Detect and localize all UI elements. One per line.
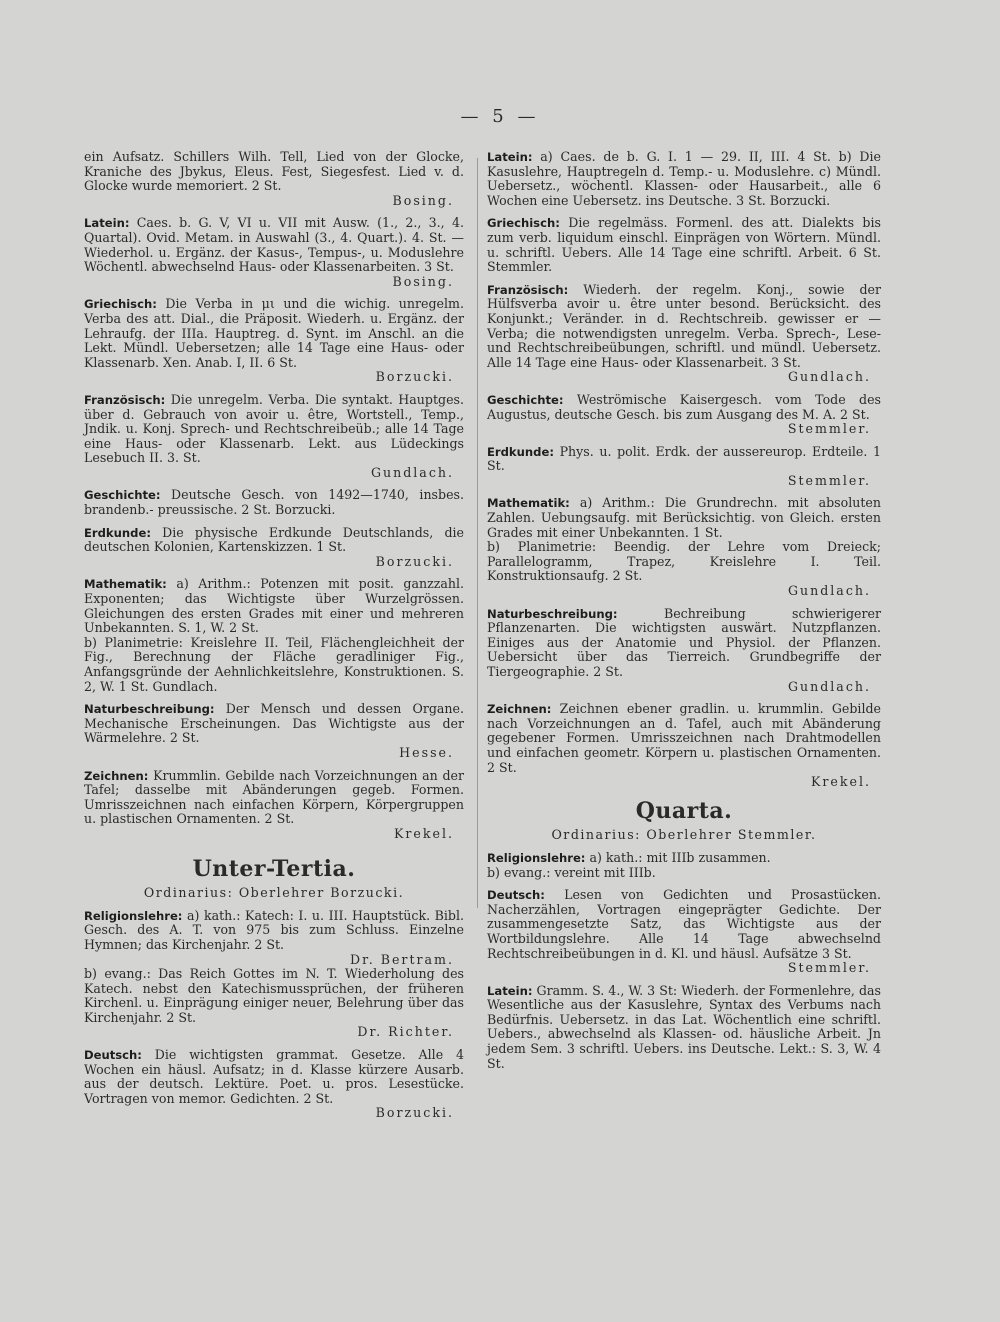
religionslehre-heading: Religionslehre:	[84, 908, 183, 923]
intro-signature: Bosing.	[392, 192, 454, 208]
r-naturbeschreibung-signature: Gundlach.	[787, 678, 871, 694]
r-naturbeschreibung-heading: Naturbeschreibung:	[487, 606, 618, 621]
r-religionslehre-text-b: b) evang.: vereint mit IIIb.	[487, 864, 656, 880]
r-latein2-heading: Latein:	[487, 983, 533, 998]
deutsch-paragraph	[84, 1048, 464, 1121]
column-divider	[477, 158, 478, 908]
zeichnen-heading: Zeichnen:	[84, 768, 149, 783]
quarta-title: Quarta.	[635, 797, 733, 824]
griechisch-text: Die Verba in μι und die wichig. unregelm. Verba des att. Dial., die Präposit. Wiederh. u. Ergänz. der Lehraufg. der IIIa. Hauptreg. d. Synt. im Anschl. an die Lekt. Mündl. Uebersetzen; alle 14 Tage eine Haus- oder Klassenarb. Xen. Anab. I, II. 6 St.	[84, 296, 464, 370]
r-mathematik-signature: Gundlach.	[787, 583, 871, 599]
religionslehre-text-b: b) evang.: Das Reich Gottes im N. T. Wiederholung des Katech. nebst den Katechismussprüchen, der früheren Kirchenl. u. Einprägung einiger neuer, Belehrung über das Kirchenjahr. 2 St.	[84, 966, 464, 1025]
naturbeschreibung-signature: Hesse.	[399, 744, 454, 760]
r-griechisch-text: Die regelmäss. Formenl. des att. Dialekts bis zum verb. liquidum einschl. Einprägen von Wörtern. Mündl. u. schriftl. Uebers. Alle 14 Tage eine schriftl. Arbeit. 6 St. Stemmler.	[487, 215, 881, 275]
zeichnen-paragraph	[84, 769, 464, 842]
r-deutsch-signature: Stemmler.	[787, 960, 871, 976]
r-religionslehre-paragraph	[487, 851, 881, 880]
geschichte-heading: Geschichte:	[84, 488, 161, 503]
zeichnen-signature: Krekel.	[394, 825, 454, 841]
r-deutsch-heading: Deutsch:	[487, 888, 545, 903]
r-erdkunde-heading: Erdkunde:	[487, 444, 554, 459]
r-mathematik-paragraph	[487, 496, 881, 598]
r-griechisch-heading: Griechisch:	[487, 216, 560, 231]
religionslehre-signature-a: Dr. Bertram.	[349, 951, 454, 967]
r-zeichnen-signature: Krekel.	[811, 774, 871, 790]
r-naturbeschreibung-paragraph	[487, 607, 881, 695]
r-latein-heading: Latein:	[487, 150, 533, 164]
r-latein-text: a) Caes. de b. G. I. 1 — 29. II, III. 4 St. b) Die Kasuslehre, Hauptregeln d. Temp.- u. Moduslehre. c) Mündl. Uebersetz., wöchentl. Klassen- oder Hausarbeit., alle 6 Wochen eine Uebersetz. ins Deutsche. 3 St. Borzucki.	[487, 149, 881, 208]
unter-tertia-ordinarius: Ordinarius: Oberlehrer Borzucki.	[143, 885, 405, 901]
r-franzoesisch-heading: Französisch:	[487, 282, 569, 297]
r-deutsch-paragraph	[487, 888, 881, 976]
geschichte-text: Deutsche Gesch. von 1492—1740, insbes. brandenb.- preussische. 2 St. Borzucki.	[84, 487, 464, 518]
right-column	[487, 150, 881, 1079]
unter-tertia-title: Unter-Tertia.	[192, 855, 356, 882]
r-religionslehre-heading: Religionslehre:	[487, 850, 586, 865]
r-geschichte-heading: Geschichte:	[487, 392, 564, 407]
mathematik-heading: Mathematik:	[84, 577, 167, 592]
franzoesisch-heading: Französisch:	[84, 392, 166, 407]
r-zeichnen-text: Zeichnen ebener gradlin. u. krummlin. Gebilde nach Vorzeichnungen an d. Tafel, auch mit Abänderung gegebener Formen. Umrisszeichnen nach Drahtmodellen und einfachen geometr. Körpern u. plastischen Ornamenten. 2 St.	[487, 701, 881, 775]
naturbeschreibung-text: Der Mensch und dessen Organe. Mechanische Erscheinungen. Das Wichtigste aus der Wärmelehre. 2 St.	[84, 701, 464, 746]
mathematik-text-b: b) Planimetrie: Kreislehre II. Teil, Flächengleichheit der Fig., Berechnung der Fläche geradliniger Fig., Anfangsgründe der Aehnlichkeitslehre, Konstruktionen. S. 2, W. 1 St. Gundlach.	[84, 634, 464, 694]
naturbeschreibung-paragraph	[84, 702, 464, 760]
r-naturbeschreibung-text: Bechreibung schwierigerer Pflanzenarten. Die wichtigsten auswärt. Nutzpflanzen. Einiges aus der Anatomie und Physiol. der Pflanzen. Uebersicht über das Tierreich. Grundbegriffe der Tiergeographie. 2 St.	[487, 605, 881, 679]
religionslehre-paragraph	[84, 909, 464, 1040]
erdkunde-signature: Borzucki.	[375, 553, 454, 569]
r-geschichte-signature: Stemmler.	[787, 421, 871, 437]
franzoesisch-signature: Gundlach.	[370, 464, 454, 480]
mathematik-text-a: a) Arithm.: Potenzen mit posit. ganzzahl. Exponenten; das Wichtigste über Wurzelgrössen. Gleichungen des ersten Grades mit einer und mehreren Unbekannten. S. 1, W. 2 St.	[84, 576, 464, 636]
r-mathematik-text-b: b) Planimetrie: Beendig. der Lehre vom Dreieck; Parallelogramm, Trapez, Kreislehre I. Teil. Konstruktionsaufg. 2 St.	[487, 539, 881, 584]
r-franzoesisch-signature: Gundlach.	[787, 369, 871, 385]
r-erdkunde-text: Phys. u. polit. Erdk. der aussereurop. Erdteile. 1 St.	[487, 443, 881, 474]
latein-heading: Latein:	[84, 216, 130, 231]
griechisch-signature: Borzucki.	[375, 369, 454, 385]
intro-text: ein Aufsatz. Schillers Wilh. Tell, Lied von der Glocke, Kraniche des Jbykus, Eleus. Fest, Siegesfest. Lied v. d. Glocke wurde memoriert. 2 St.	[84, 149, 464, 194]
deutsch-signature: Borzucki.	[375, 1105, 454, 1121]
latein-paragraph	[84, 216, 464, 289]
r-deutsch-text: Lesen von Gedichten und Prosastücken. Nacherzählen, Vortragen eingeprägter Gedichte. Der zusammengesetzte Satz, das Wichtigste aus der Wortbildungslehre. Alle 14 Tage abwechselnd Rechtschreibeübungen in d. Kl. und häusl. Aufsätze 3 St.	[487, 887, 881, 961]
mathematik-paragraph	[84, 577, 464, 694]
r-erdkunde-paragraph	[487, 445, 881, 489]
r-zeichnen-paragraph	[487, 702, 881, 790]
griechisch-heading: Griechisch:	[84, 297, 157, 312]
naturbeschreibung-heading: Naturbeschreibung:	[84, 702, 215, 717]
franzoesisch-text: Die unregelm. Verba. Die syntakt. Hauptges. über d. Gebrauch von avoir u. être, Wortstell., Temp., Jndik. u. Konj. Sprech- und Rechtschreibeüb.; alle 14 Tage eine Haus- oder Klassenarb. Lekt. aus Lüdeckings Lesebuch II. 3. St.	[84, 391, 464, 466]
erdkunde-text: Die physische Erdkunde Deutschlands, die deutschen Kolonien, Kartenskizzen. 1 St.	[84, 524, 464, 555]
r-latein2-text: Gramm. S. 4., W. 3 St: Wiederh. der Formenlehre, das Wesentliche aus der Kasuslehre, Syntax des Verbums nach Bedürfnis. Uebersetz. in das Lat. Wöchentlich eine schriftl. Uebers., abwechselnd als Klassen- od. häusliche Arbeit. Jn jedem Sem. 3 schriftl. Uebers. ins Deutsche. Lekt.: S. 3, W. 4 St.	[487, 982, 881, 1071]
latein-signature: Bosing.	[392, 273, 454, 289]
latein-text: Caes. b. G. V, VI u. VII mit Ausw. (1., 2., 3., 4. Quartal). Ovid. Metam. in Auswahl (3., 4. Quart.). 4. St. — Wiederhol. u. Ergänz. der Kasus-, Tempus-, u. Moduslehre Wöchentl. abwechselnd Haus- oder Klassenarbeiten. 3 St.	[84, 215, 464, 275]
religionslehre-text-a: a) kath.: Katech: I. u. III. Hauptstück. Bibl. Gesch. des A. T. von 975 bis zum Schluss. Einzelne Hymnen; das Kirchenjahr. 2 St.	[84, 907, 464, 952]
erdkunde-heading: Erdkunde:	[84, 525, 151, 540]
r-zeichnen-heading: Zeichnen:	[487, 702, 552, 717]
intro-paragraph	[84, 150, 464, 208]
r-franzoesisch-paragraph	[487, 283, 881, 385]
r-geschichte-paragraph	[487, 393, 881, 437]
griechisch-paragraph	[84, 297, 464, 385]
erdkunde-paragraph	[84, 526, 464, 570]
r-latein2-paragraph	[487, 984, 881, 1072]
page-number: — 5 —	[460, 106, 540, 127]
r-mathematik-text-a: a) Arithm.: Die Grundrechn. mit absoluten Zahlen. Uebungsaufg. mit Berücksichtig. von Gleich. ersten Grades mit einer Unbekannten. 1 St.	[487, 495, 881, 540]
r-franzoesisch-text: Wiederh. der regelm. Konj., sowie der Hülfsverba avoir u. être unter besond. Berücksicht. des Konjunkt.; Veränder. in d. Rechtschreib. gewisser er — Verba; die notwendigsten unregelm. Verba. Sprech-, Lese- und Rechtschreibeübungen, schriftl. und mündl. Uebersetz. Alle 14 Tage eine Haus- oder Klassenarbeit. 3 St.	[487, 281, 881, 370]
left-column	[84, 150, 464, 1129]
r-mathematik-heading: Mathematik:	[487, 496, 570, 511]
r-religionslehre-text-a: a) kath.: mit IIIb zusammen.	[589, 849, 771, 865]
r-geschichte-text: Weströmische Kaisergesch. vom Tode des Augustus, deutsche Gesch. bis zum Ausgang des M. A. 2 St.	[487, 391, 882, 422]
quarta-ordinarius: Ordinarius: Oberlehrer Stemmler.	[551, 827, 817, 843]
deutsch-text: Die wichtigsten grammat. Gesetze. Alle 4 Wochen ein häusl. Aufsatz; in d. Klasse kürzere Ausarb. aus der deutsch. Lektüre. Poet. u. pros. Lesestücke. Vortragen von memor. Gedichten. 2 St.	[84, 1047, 464, 1106]
franzoesisch-paragraph	[84, 393, 464, 481]
geschichte-paragraph	[84, 488, 464, 517]
deutsch-heading: Deutsch:	[84, 1048, 142, 1063]
religionslehre-signature-b: Dr. Richter.	[357, 1024, 454, 1040]
r-latein-paragraph	[487, 150, 881, 208]
r-erdkunde-signature: Stemmler.	[787, 472, 871, 488]
zeichnen-text: Krummlin. Gebilde nach Vorzeichnungen an der Tafel; dasselbe mit Abänderungen gegeb. Formen. Umrisszeichnen nach einfachen Körpern, Körpergruppen u. plastischen Ornamenten. 2 St.	[84, 767, 464, 827]
r-griechisch-paragraph	[487, 216, 881, 274]
